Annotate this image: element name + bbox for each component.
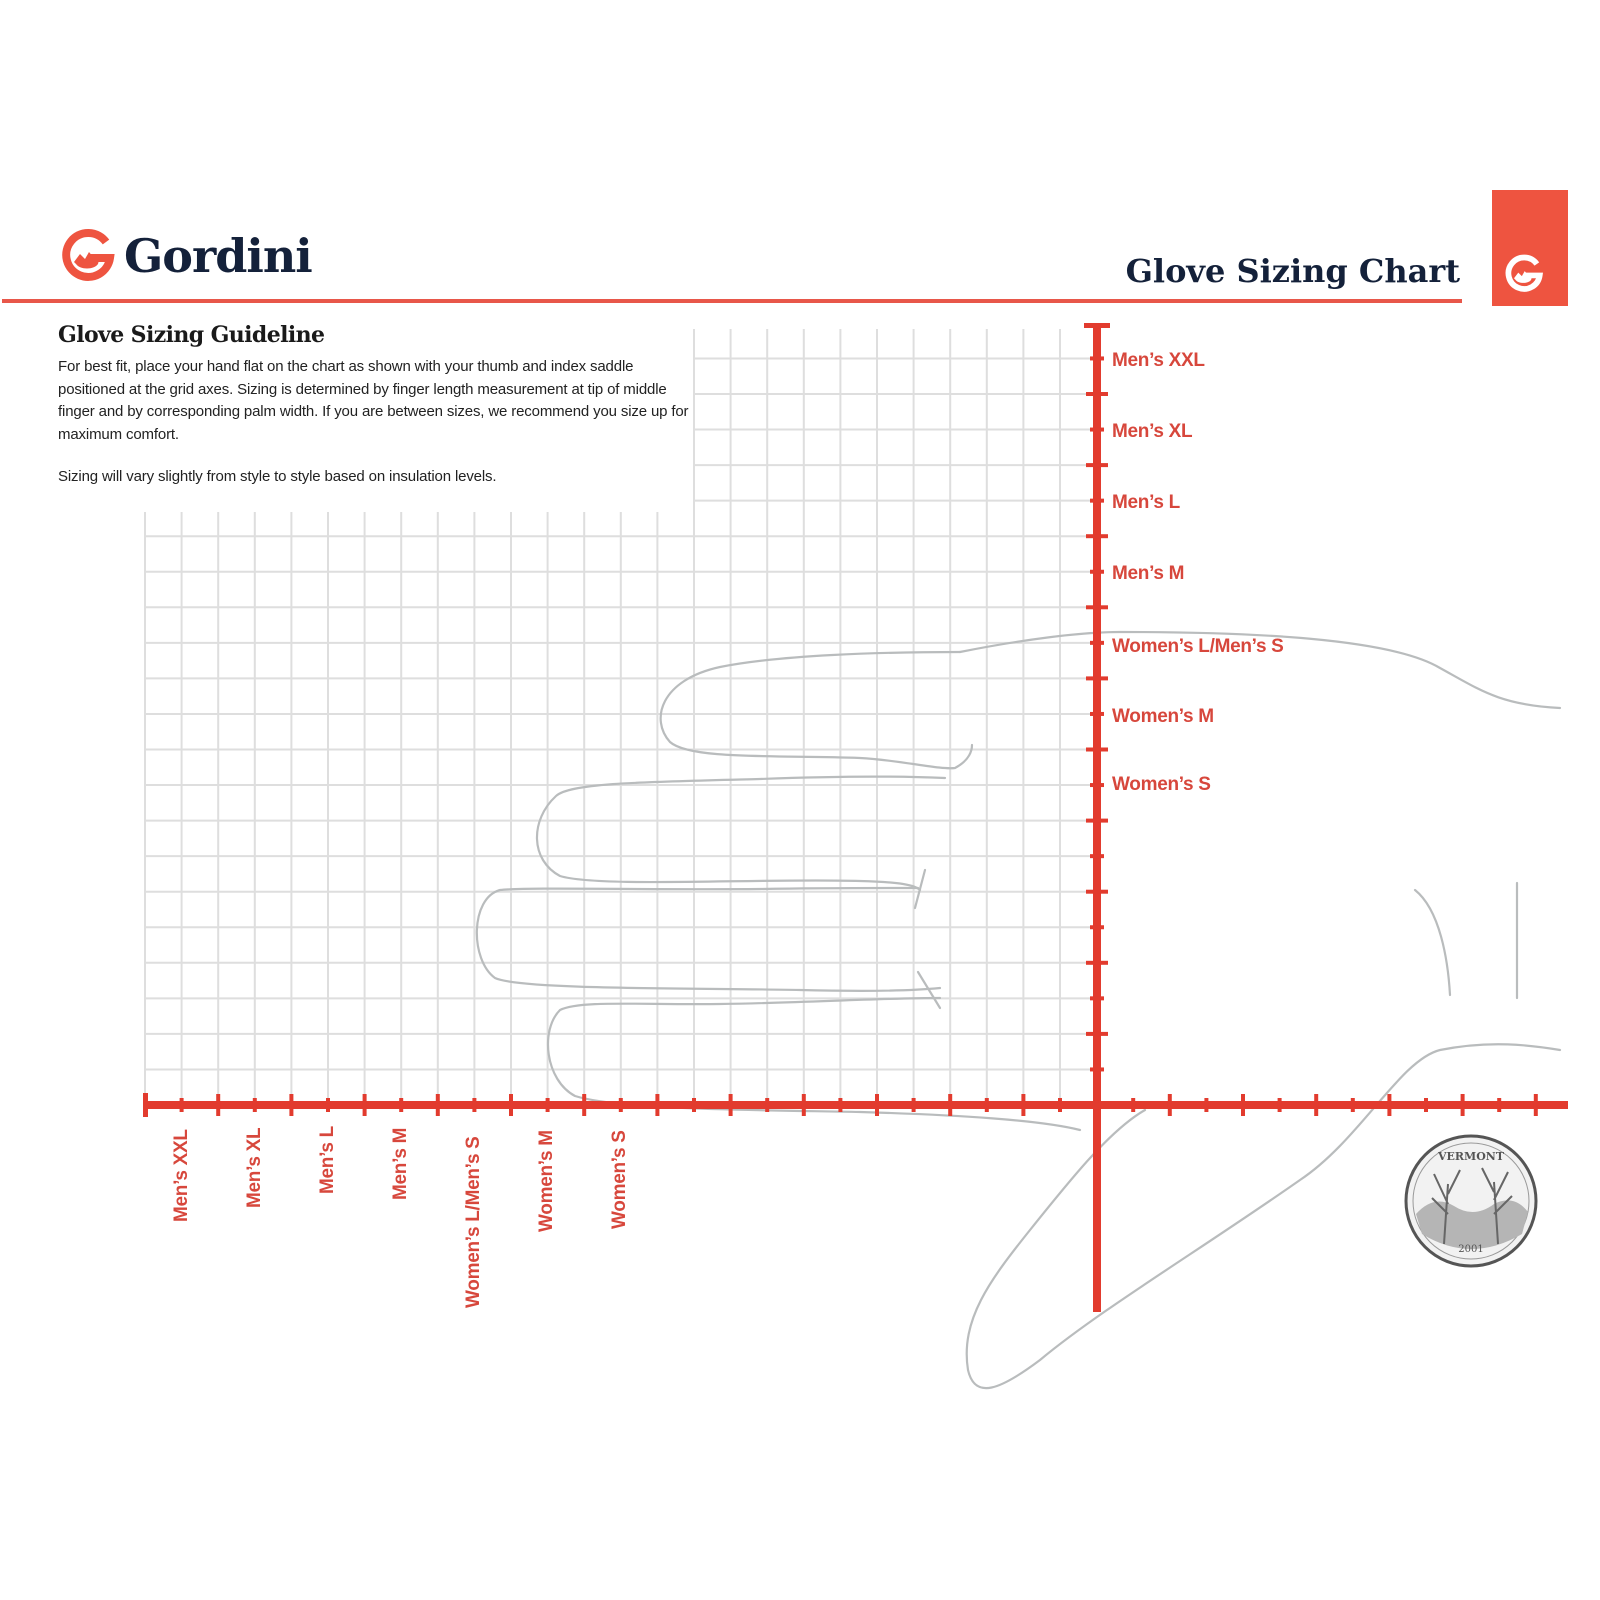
header-divider <box>2 299 1462 303</box>
x-label-womens-s: Women’s S <box>609 1130 630 1229</box>
y-label-womens-s: Women’s S <box>1112 774 1211 795</box>
y-axis-line <box>1093 325 1101 1312</box>
hand-outline <box>477 632 1560 1388</box>
svg-text:2001: 2001 <box>1458 1244 1484 1255</box>
y-label-mens-xl: Men’s XL <box>1112 421 1193 442</box>
svg-text:VERMONT: VERMONT <box>1437 1150 1505 1163</box>
x-label-mens-m: Men’s M <box>390 1127 411 1200</box>
x-label-mens-xxl: Men’s XXL <box>171 1129 192 1222</box>
brand-tab <box>1492 190 1568 306</box>
x-label-mens-l: Men’s L <box>317 1126 338 1194</box>
sizing-guideline <box>58 322 698 489</box>
x-label-womens-l-mens-s: Women’s L/Men’s S <box>463 1136 484 1308</box>
y-label-mens-l: Men’s L <box>1112 492 1180 513</box>
page-title: Glove Sizing Chart <box>1125 252 1460 290</box>
y-label-mens-m: Men’s M <box>1112 563 1185 584</box>
gordini-g-mountain-icon <box>60 228 116 284</box>
guideline-note: Sizing will vary slightly from style to style based on insulation levels. <box>58 468 497 486</box>
y-label-mens-xxl: Men’s XXL <box>1112 350 1205 371</box>
brand-name: Gordini <box>124 229 312 283</box>
x-label-womens-m: Women’s M <box>536 1130 557 1232</box>
y-label-womens-m: Women’s M <box>1112 706 1214 727</box>
guideline-title: Glove Sizing Guideline <box>58 322 325 348</box>
guideline-instructions: For best fit, place your hand flat on the chart as shown with your thumb and index saddle positioned at the grid axes. Sizing is determined by finger length measurement at tip of middle finger and by corresponding palm width. If you are between sizes, we recommend you size up for maximum comfort. <box>58 358 689 443</box>
quarter-coin-reference <box>1404 1134 1538 1268</box>
gordini-g-mountain-icon <box>1504 254 1544 294</box>
y-label-womens-l-mens-s: Women’s L/Men’s S <box>1112 636 1284 657</box>
x-label-mens-xl: Men’s XL <box>244 1127 265 1208</box>
brand-logo <box>60 228 312 284</box>
